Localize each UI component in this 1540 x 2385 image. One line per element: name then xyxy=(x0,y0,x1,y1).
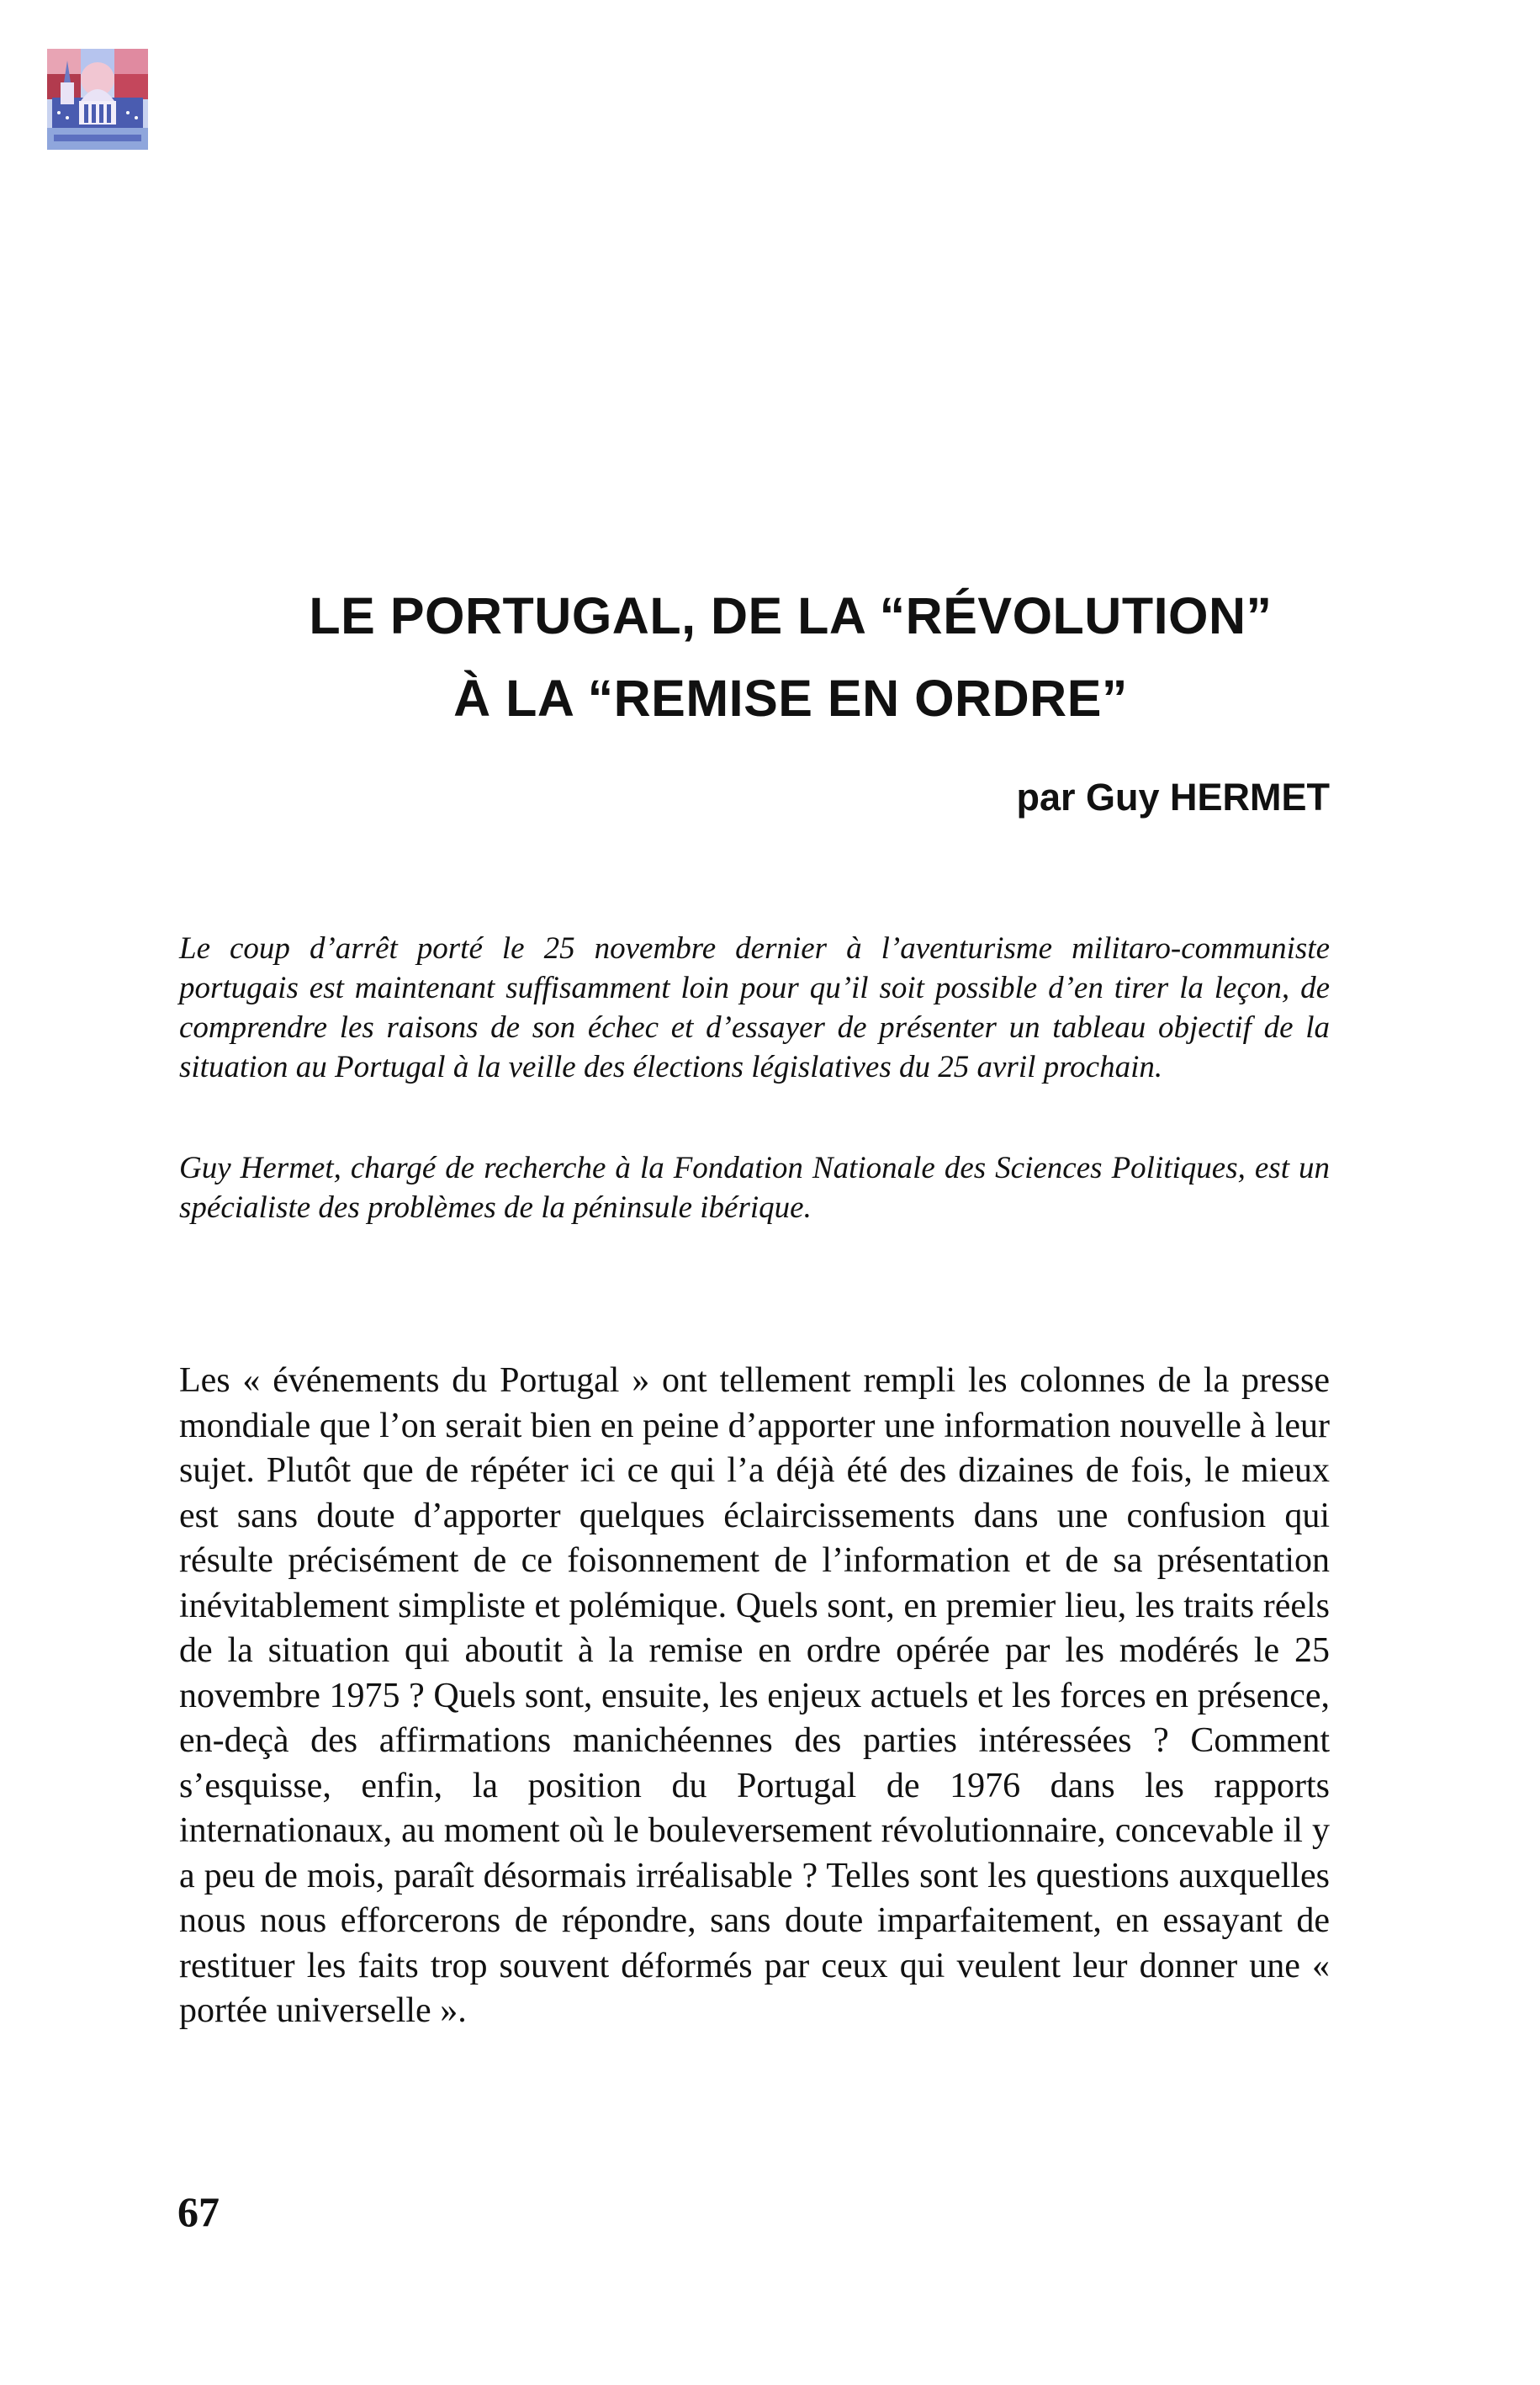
body-paragraph: Les « événements du Portugal » ont tellement rempli les colonnes de la presse mondiale que l’on serait bien en peine d’apporter une information nouvelle à leur sujet. Plutôt que de répéter ici ce qui l’a déjà été des dizaines de fois, le mieux est sans doute d’apporter quelques éclaircissements dans une confusion qui résulte précisément de ce foisonnement de l’information et de sa présentation inévitablement simpliste et polémique. Quels sont, en premier lieu, les traits réels de la situation qui aboutit à la remise en ordre opérée par les modérés le 25 novembre 1975 ? Quels sont, ensuite, les enjeux actuels et les forces en présence, en-deçà des affirmations manichéennes des parties intéressées ? Comment s’esquisse, enfin, la position du Portugal de 1976 dans les rapports internationaux, au moment où le bouleversement révolutionnaire, concevable il y a peu de mois, paraît désormais irréalisable ? Telles sont les questions auxquelles nous nous efforcerons de répondre, sans doute imparfaitement, en essayant de restituer les faits trop souvent déformés par ceux qui veulent leur donner une « portée universelle ». xyxy=(179,1361,1330,2030)
article-title-line-1: LE PORTUGAL, DE LA “RÉVOLUTION” xyxy=(309,587,1273,644)
institution-building-logo xyxy=(47,49,148,150)
abstract-paragraph-author-bio: Guy Hermet, chargé de recherche à la Fondation Nationale des Sciences Politiques, est un spécialiste des problèmes de la péninsule ibérique. xyxy=(179,1151,1330,1225)
page-number: 67 xyxy=(177,2188,220,2235)
author-byline: par Guy HERMET xyxy=(1016,776,1330,819)
abstract-paragraph-summary: Le coup d’arrêt porté le 25 novembre dernier à l’aventurisme militaro-communiste portugais est maintenant suffisamment loin pour qu’il soit possible d’en tirer la leçon, de comprendre les raisons de son échec et d’essayer de présenter un tableau objectif de la situation au Portugal à la veille des élections législatives du 25 avril prochain. xyxy=(179,931,1330,1084)
article-title-line-2: À LA “REMISE EN ORDRE” xyxy=(453,670,1128,727)
